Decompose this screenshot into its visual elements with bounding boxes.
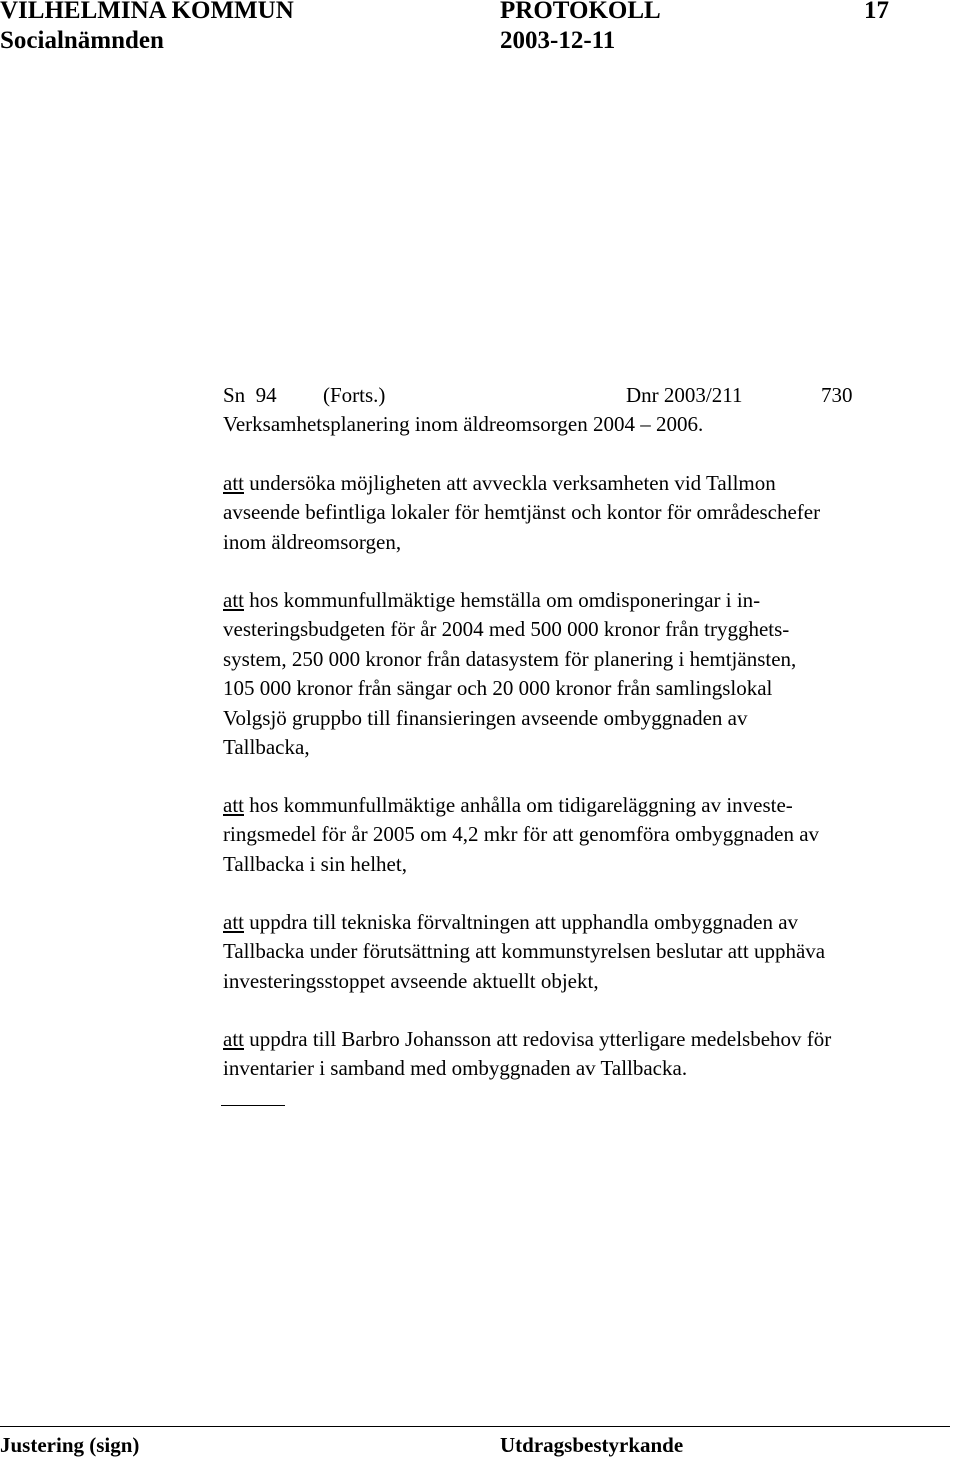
forts-label: (Forts.): [323, 383, 386, 407]
municipality-name: VILHELMINA KOMMUN: [0, 0, 294, 24]
decision-paragraph: [223, 586, 960, 762]
att-keyword: att: [223, 793, 244, 817]
footer-rule: [0, 1426, 950, 1427]
section-number: Sn 94: [223, 383, 277, 407]
paragraph-line: att undersöka möjligheten att avveckla verksamheten vid Tallmon: [223, 471, 776, 495]
signature-label: Justering (sign): [0, 1433, 140, 1457]
document-type: PROTOKOLL: [500, 0, 661, 24]
paragraph-line: att hos kommunfullmäktige hemställa om omdisponeringar i in-: [223, 588, 761, 612]
committee-name: Socialnämnden: [0, 27, 164, 54]
paragraph-line: avseende befintliga lokaler för hemtjänst och kontor för områdeschefer: [223, 500, 821, 525]
paragraph-line: att uppdra till Barbro Johansson att redovisa ytterligare medelsbehov för: [223, 1027, 832, 1051]
att-keyword: att: [223, 1027, 244, 1051]
paragraph-line: inom äldreomsorgen,: [223, 529, 402, 554]
paragraph-line: investeringsstoppet avseende aktuellt objekt,: [223, 968, 599, 993]
paragraph-line: Volgsjö gruppbo till finansieringen avseende ombyggnaden av: [223, 705, 748, 730]
att-keyword: att: [223, 588, 244, 612]
paragraph-line: att hos kommunfullmäktige anhålla om tidigareläggning av investe-: [223, 793, 793, 817]
decision-paragraph: [223, 791, 960, 879]
paragraph-line: att uppdra till tekniska förvaltningen att upphandla ombyggnaden av: [223, 910, 799, 934]
page-number: 17: [864, 0, 889, 24]
paragraph-line: Tallbacka under förutsättning att kommunstyrelsen beslutar att upphäva: [223, 939, 826, 964]
decision-paragraph: [223, 469, 960, 557]
decision-paragraph: [223, 908, 960, 996]
meeting-date: 2003-12-11: [500, 27, 616, 54]
extract-certification-label: Utdragsbestyrkande: [500, 1433, 684, 1457]
paragraph-line: inventarier i samband med ombyggnaden av Tallbacka.: [223, 1056, 688, 1081]
att-keyword: att: [223, 910, 244, 934]
decision-paragraph: [223, 1025, 960, 1084]
paragraph-line: Tallbacka i sin helhet,: [223, 851, 407, 876]
case-code: 730: [821, 383, 853, 407]
diary-number: Dnr 2003/211: [626, 383, 743, 407]
paragraph-line: vesteringsbudgeten för år 2004 med 500 000 kronor från trygghets-: [223, 617, 790, 642]
case-title: Verksamhetsplanering inom äldreomsorgen 2004 – 2006.: [223, 412, 704, 436]
paragraph-line: ringsmedel för år 2005 om 4,2 mkr för att genomföra ombyggnaden av: [223, 822, 820, 847]
paragraph-line: 105 000 kronor från sängar och 20 000 kronor från samlingslokal: [223, 676, 773, 701]
paragraph-line: system, 250 000 kronor från datasystem för planering i hemtjänsten,: [223, 646, 797, 671]
section-end-rule: [221, 1105, 285, 1106]
att-keyword: att: [223, 471, 244, 495]
paragraph-line: Tallbacka,: [223, 735, 310, 760]
